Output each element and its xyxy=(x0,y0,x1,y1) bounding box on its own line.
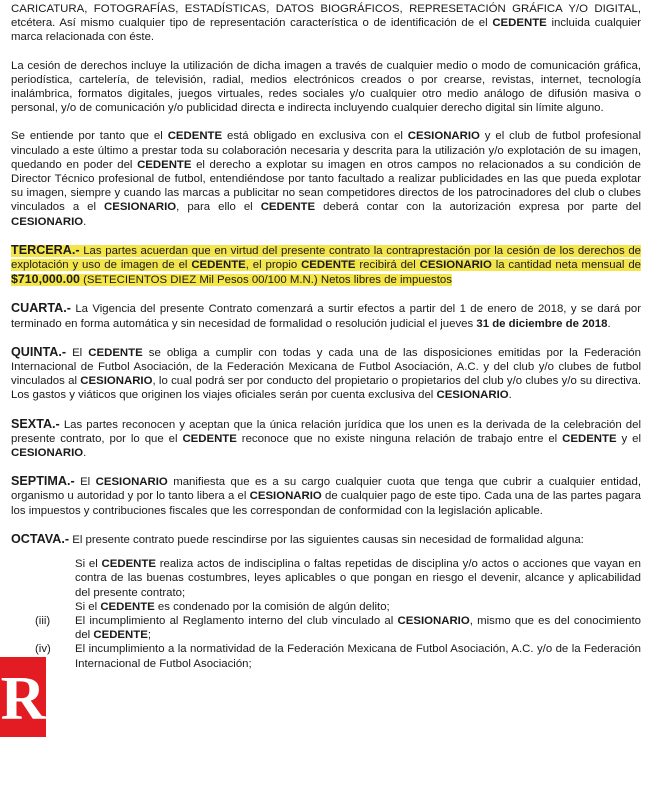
rescission-list xyxy=(11,557,641,671)
term-cesionario: CESIONARIO xyxy=(11,447,84,460)
text: Si el xyxy=(75,558,102,571)
list-item xyxy=(11,614,641,642)
clause-heading: OCTAVA.- xyxy=(11,531,70,546)
term-cesionario: CESIONARIO xyxy=(95,476,168,489)
term-cedente: CEDENTE xyxy=(562,432,617,445)
term-cesionario: CESIONARIO xyxy=(80,375,153,388)
text: . xyxy=(508,389,512,402)
text: El incumplimiento al Reglamento interno del club vinculado al xyxy=(75,614,398,627)
text: El xyxy=(66,346,89,359)
text: y el xyxy=(616,432,642,445)
list-item xyxy=(11,642,641,670)
term-cedente: CEDENTE xyxy=(191,259,246,272)
text: Las partes acuerdan que en virtud del presente contrato la contraprestación por la cesión de los derechos de explotación y uso de imagen de el xyxy=(11,244,641,272)
record-logo-icon xyxy=(0,657,46,737)
text: La Vigencia del presente Contrato comenzará a surtir efectos a partir del 1 de enero de 2018, y se dará por terminado en forma automática y sin necesidad de formalidad o resolución judicial el jueves xyxy=(11,303,641,330)
text: ; xyxy=(147,629,151,642)
text: recibirá del xyxy=(355,259,420,272)
end-date: 31 de diciembre de 2018 xyxy=(476,317,608,330)
text: Si el xyxy=(75,600,101,613)
text: Las partes reconocen y aceptan que la única relación jurídica que los unen es la derivada de la celebración del presente contrato, por lo que el xyxy=(11,418,641,445)
intro-paragraph xyxy=(11,2,641,45)
rights-paragraph: La cesión de derechos incluye la utilización de dicha imagen a través de cualquier medio o modo de comunicación gráfica, periodística, cartelería, de televisión, radial, medios electrónicos creados o por crearse, revistas, internet, tecnología inalámbrica, formatos digitales, juegos virtuales, redes sociales y/o cualquier otro medio análogo de difusión masiva o personal, y/o de comunicación y/o publicidad directa e indirecta incluyendo cualquier derecho digital sin límite alguno. xyxy=(11,59,641,115)
term-cedente: CEDENTE xyxy=(100,600,155,613)
text: deberá contar con la autorización expresa por parte del xyxy=(315,201,641,214)
clause-cuarta xyxy=(11,301,641,330)
term-cedente: CEDENTE xyxy=(93,629,148,642)
term-cedente: CEDENTE xyxy=(301,259,356,272)
term-cesionario: CESIONARIO xyxy=(419,259,492,272)
text: y el club de futbol profesional vinculado a este último a prestar toda su colaboración necesaria y descrita para la utilización y/o explotación de su imagen, quedando en poder del xyxy=(11,130,641,171)
clause-heading: TERCERA.- xyxy=(11,242,80,257)
svg-text:R: R xyxy=(0,665,46,733)
text: . xyxy=(83,447,87,460)
text: (SETECIENTOS DIEZ Mil Pesos 00/100 M.N.) Netos libres de impuestos xyxy=(79,274,452,287)
term-cedente: CEDENTE xyxy=(260,201,316,214)
intro-cedente: CEDENTE xyxy=(492,17,547,30)
text: , lo cual podrá ser por conducto del propietario o propietarios del club y/o clubes y/o su directiva. Los gastos y viáticos que originen los viajes oficiales serán por cuenta exclusiva del xyxy=(11,375,641,402)
term-cesionario: CESIONARIO xyxy=(397,614,470,627)
list-item xyxy=(11,600,641,614)
highlighted-clause xyxy=(11,242,641,287)
clause-heading: QUINTA.- xyxy=(11,344,67,359)
text: , para ello el xyxy=(176,201,261,214)
text: la cantidad neta mensual de xyxy=(491,259,641,272)
text: El xyxy=(74,476,96,489)
payment-amount: $710,000.00 xyxy=(11,272,80,287)
term-cesionario: CESIONARIO xyxy=(436,389,509,402)
contract-page xyxy=(11,0,641,671)
clause-heading: CUARTA.- xyxy=(11,301,71,316)
text: manifiesta que es a su cargo cualquier cuota que tenga que cubrir a cualquier entidad, organismo u autoridad y por lo tanto libera a el xyxy=(11,476,641,503)
text: . xyxy=(83,215,87,228)
clause-quinta xyxy=(11,345,641,403)
list-item xyxy=(11,557,641,600)
text: el derecho a explotar su imagen en otros campos no relacionados a su condición de Director Técnico profesional de futbol, entendiéndose por tanto facultado a realizar publicidades en las que pueda explotar su imagen, siempre y cuando las marcas a publicitar no sean competidores directos de los patrocinadores del club o clubes vinculados a el xyxy=(11,158,641,214)
clause-tercera xyxy=(11,243,641,288)
text: de cualquier pago de este tipo. Cada una de las partes pagara los impuestos y contribuciones fiscales que les correspondan de conformidad con la legislación aplicable. xyxy=(11,490,641,517)
intro-text-end: incluida cualquier marca relacionada con éste. xyxy=(11,17,641,44)
text: , el propio xyxy=(245,259,302,272)
term-cesionario: CESIONARIO xyxy=(11,215,84,228)
text: realiza actos de indisciplina o faltas repetidas de disciplina y/o actos o acciones que vayan en contra de las buenas costumbres, leyes aplicables o que pongan en riesgo el devenir, alcance y aplicabilidad del presente contrato; xyxy=(75,558,641,599)
text: , mismo que es del conocimiento del xyxy=(75,614,641,642)
text: El presente contrato puede rescindirse por las siguientes causas sin necesidad de formalidad alguna: xyxy=(69,533,584,546)
clause-heading: SEXTA.- xyxy=(11,416,60,431)
term-cedente: CEDENTE xyxy=(137,158,192,171)
exclusivity-paragraph xyxy=(11,129,641,228)
term-cesionario: CESIONARIO xyxy=(249,490,322,503)
term-cedente: CEDENTE xyxy=(101,558,156,571)
clause-septima xyxy=(11,474,641,518)
text: El incumplimiento a la normatividad de la Federación Mexicana de Futbol Asociación, A.C. y/o de la Federación Internacional de Futbol Asociación; xyxy=(75,643,641,670)
term-cedente: CEDENTE xyxy=(182,432,237,445)
text: Se entiende por tanto que el xyxy=(11,130,168,143)
term-cesionario: CESIONARIO xyxy=(407,130,480,143)
term-cesionario: CESIONARIO xyxy=(104,201,177,214)
text: está obligado en exclusiva con el xyxy=(222,130,408,143)
text: . xyxy=(607,317,611,330)
term-cedente: CEDENTE xyxy=(88,346,143,359)
clause-heading: SEPTIMA.- xyxy=(11,474,75,489)
term-cedente: CEDENTE xyxy=(167,130,223,143)
item-number: (iv) xyxy=(35,643,51,656)
item-number: (iii) xyxy=(35,614,51,627)
intro-text: CARICATURA, FOTOGRAFÍAS, ESTADÍSTICAS, DATOS BIOGRÁFICOS, REPRESETACIÓN GRÁFICA Y/O DIGITAL, etcétera. Así mismo cualquier tipo de representación característica o de identificación de el xyxy=(11,3,641,30)
clause-octava xyxy=(11,532,641,547)
text: reconoce que no existe ninguna relación de trabajo entre el xyxy=(236,432,563,445)
text: se obliga a cumplir con todas y cada una de las disposiciones emitidas por la Federación Internacional de Futbol Asociación, de la Federación Mexicana de Futbol Asociación, A.C. y del club y/o clubes de futbol vinculados al xyxy=(11,346,641,388)
clause-sexta xyxy=(11,417,641,461)
text: es condenado por la comisión de algún delito; xyxy=(154,600,390,613)
